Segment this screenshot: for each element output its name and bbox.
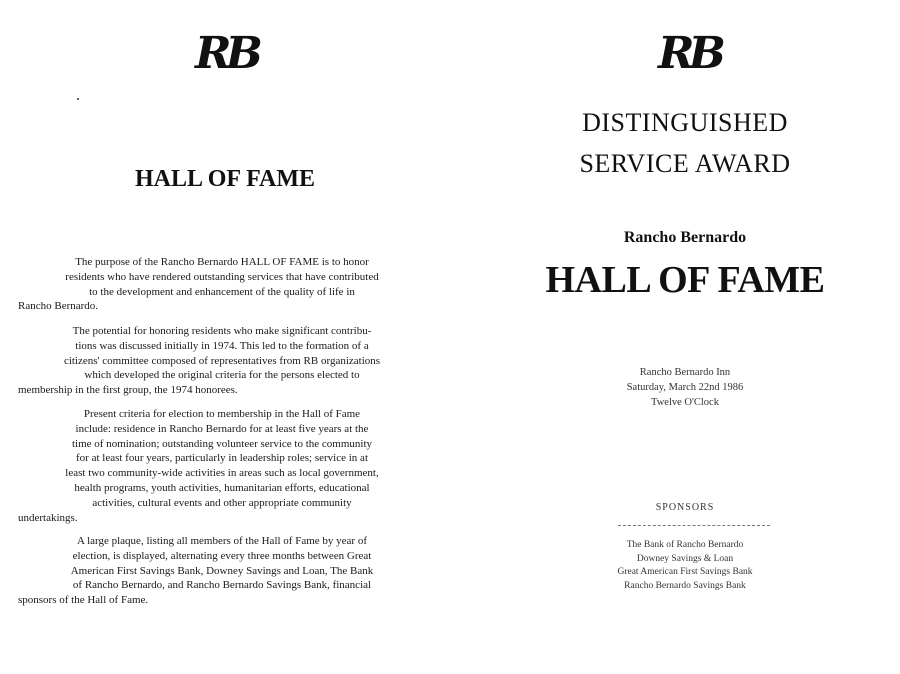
text-line: residents who have rendered outstanding services that have contributed	[65, 270, 379, 283]
sponsor-item: The Bank of Rancho Bernardo	[626, 540, 744, 550]
right-page	[470, 0, 900, 674]
event-details	[470, 365, 900, 410]
event-venue: Rancho Bernardo Inn	[639, 367, 731, 378]
text-line: The purpose of the Rancho Bernardo HALL OF FAME is to honor	[75, 256, 369, 268]
text-line: sponsors of the Hall of Fame.	[18, 594, 149, 607]
criteria-paragraph	[18, 407, 426, 525]
sponsor-item: Great American First Savings Bank	[617, 567, 753, 577]
rb-logo: RB	[658, 28, 720, 79]
text-line: undertakings.	[18, 511, 78, 524]
text-line: of Rancho Bernardo, and Rancho Bernardo Savings Bank, financial	[72, 579, 372, 592]
text-line: health programs, youth activities, humanitarian efforts, educational	[74, 481, 370, 494]
event-date: Saturday, March 22nd 1986	[626, 382, 744, 393]
page-title: HALL OF FAME	[135, 166, 315, 192]
rb-logo: RB	[195, 28, 257, 79]
sponsor-item: Rancho Bernardo Savings Bank	[624, 580, 746, 591]
community-name: Rancho Bernardo	[623, 229, 747, 246]
text-line: American First Savings Bank, Downey Savings and Loan, The Bank	[70, 564, 374, 577]
text-line: time of nomination; outstanding volunteer service to the community	[72, 437, 372, 450]
text-line: tions was discussed initially in 1974. This led to the formation of a	[75, 339, 369, 352]
sponsor-item: Downey Savings & Loan	[636, 553, 734, 564]
text-line: The potential for honoring residents who make significant contribu-	[72, 325, 372, 337]
text-line: for at least four years, particularly in leadership roles; service in at	[76, 452, 368, 465]
award-title-line-1: DISTINGUISHED	[582, 108, 788, 137]
text-line: Rancho Bernardo.	[18, 300, 99, 313]
event-time: Twelve O'Clock	[651, 397, 719, 408]
sponsors-divider	[618, 525, 770, 526]
history-paragraph	[18, 324, 426, 398]
text-line: citizens' committee composed of representatives from RB organizations	[63, 354, 381, 367]
text-line: membership in the first group, the 1974 honorees.	[18, 384, 238, 397]
purpose-paragraph	[18, 255, 426, 314]
text-line: A large plaque, listing all members of the Hall of Fame by year of	[77, 535, 367, 547]
award-title-line-2: SERVICE AWARD	[579, 149, 791, 178]
text-line: Present criteria for election to membership in the Hall of Fame	[83, 408, 361, 420]
text-line: include: residence in Rancho Bernardo for at least five years at the	[75, 422, 369, 435]
text-line: which developed the original criteria for the persons elected to	[84, 369, 360, 382]
sponsors-list	[470, 539, 900, 593]
plaque-paragraph	[18, 534, 426, 608]
text-line: least two community-wide activities in areas such as local government,	[65, 467, 379, 480]
hall-of-fame-heading: HALL OF FAME	[545, 259, 825, 301]
ink-speck	[77, 98, 79, 100]
text-line: activities, cultural events and other appropriate community	[92, 496, 352, 509]
text-line: election, is displayed, alternating every three months between Great	[72, 549, 372, 562]
text-line: to the development and enhancement of the quality of life in	[89, 285, 355, 298]
sponsors-heading: SPONSORS	[655, 502, 715, 513]
